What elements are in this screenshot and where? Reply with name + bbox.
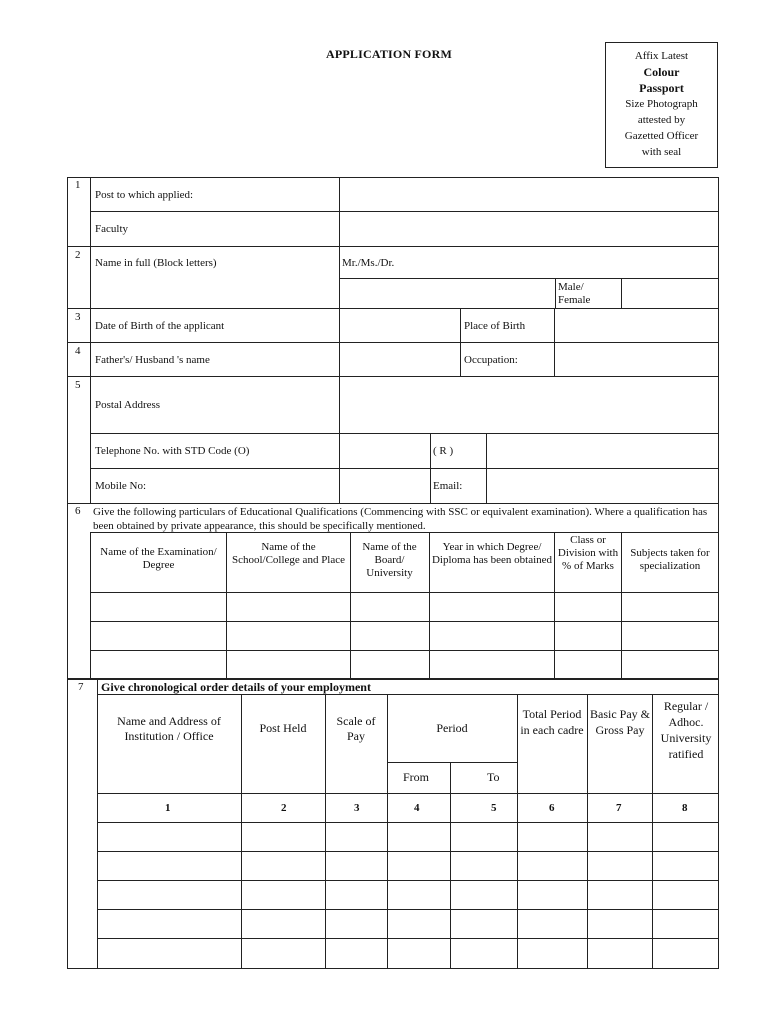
post-input[interactable] [340,178,718,211]
email-input[interactable] [487,469,718,503]
dob-label: Date of Birth of the applicant [95,320,225,332]
edu-row-3[interactable] [91,651,718,678]
emp-row-3[interactable] [98,881,718,909]
dob-input[interactable] [340,309,460,342]
telephone-office-input[interactable] [340,434,430,468]
email-label: Email: [433,480,463,492]
mobile-input[interactable] [340,469,430,503]
edu-row-1[interactable] [91,593,718,621]
col-number-8: 8 [682,802,688,814]
emp-col-post: Post Held [259,721,307,735]
emp-col-basic-pay: Basic Pay & Gross Pay [590,707,650,737]
occupation-input[interactable] [555,343,718,376]
photo-line-4: Size Photograph [625,98,698,110]
col-number-5: 5 [491,802,497,814]
photo-line-7: with seal [641,146,682,158]
telephone-label: Telephone No. with STD Code (O) [95,445,250,457]
photo-line-1: Affix Latest [634,50,689,62]
emp-col-total: Total Period in each cadre [520,707,584,737]
emp-col-regular: Regular / Adhoc. University ratified [660,699,712,761]
employment-heading: Give chronological order details of your employment [101,680,371,694]
period-to: To [487,770,500,784]
edu-col-class: Class or Division with % of Marks [557,534,619,572]
name-input-line-2[interactable] [340,279,555,308]
gender-label: Male/ Female [558,281,591,306]
emp-row-2[interactable] [98,852,718,880]
address-input[interactable] [340,377,718,433]
education-intro: Give the following particulars of Educational Qualifications (Commencing with SSC or equivalent examination). Where a qualification has been obtained by private appearance, this should be specifically mentioned. [93,506,708,532]
telephone-residence-input[interactable] [487,434,718,468]
gender-input[interactable] [622,279,718,308]
col-number-1: 1 [165,802,171,814]
row-number-3: 3 [75,311,81,323]
edu-row-2[interactable] [91,622,718,650]
pob-input[interactable] [555,309,718,342]
col-number-6: 6 [549,802,555,814]
name-label: Name in full (Block letters) [95,257,217,269]
edu-col-year: Year in which Degree/ Diploma has been obtained [431,541,553,566]
edu-col-school: Name of the School/College and Place [231,541,346,566]
edu-col-board: Name of the Board/ University [362,541,417,579]
col-number-3: 3 [354,802,360,814]
edu-col-exam: Name of the Examination/ Degree [100,546,217,571]
col-number-7: 7 [616,802,622,814]
row-number-6: 6 [75,505,81,517]
pob-label: Place of Birth [464,320,526,332]
photo-line-6: Gazetted Officer [624,130,699,142]
faculty-label: Faculty [95,223,128,235]
father-label: Father's/ Husband 's name [95,354,210,366]
name-input[interactable] [340,247,718,278]
emp-col-institution: Name and Address of Institution / Office [117,714,221,743]
emp-row-4[interactable] [98,910,718,938]
form-title: APPLICATION FORM [326,47,452,61]
photo-line-3: Passport [639,81,684,95]
edu-col-subjects: Subjects taken for specialization [630,547,710,572]
emp-row-1[interactable] [98,823,718,851]
post-label: Post to which applied: [95,189,194,201]
row-number-7: 7 [78,681,84,693]
photo-box [605,42,718,168]
photo-line-5: attested by [637,114,686,126]
faculty-input[interactable] [340,212,718,246]
row-number-4: 4 [75,345,81,357]
address-label: Postal Address [95,399,161,411]
residence-label: ( R ) [433,445,454,457]
col-number-2: 2 [281,802,287,814]
emp-row-5[interactable] [98,939,718,968]
emp-col-scale: Scale of Pay [336,714,376,743]
period-from: From [403,770,430,784]
col-number-4: 4 [414,802,420,814]
row-number-5: 5 [75,379,81,391]
row-number-2: 2 [75,249,81,261]
row-number-1: 1 [75,179,81,191]
mobile-label: Mobile No: [95,480,147,492]
occupation-label: Occupation: [464,354,518,366]
father-input[interactable] [340,343,460,376]
title-prefix: Mr./Ms./Dr. [342,257,395,269]
emp-col-period: Period [436,721,468,735]
photo-line-2: Colour [643,65,680,79]
